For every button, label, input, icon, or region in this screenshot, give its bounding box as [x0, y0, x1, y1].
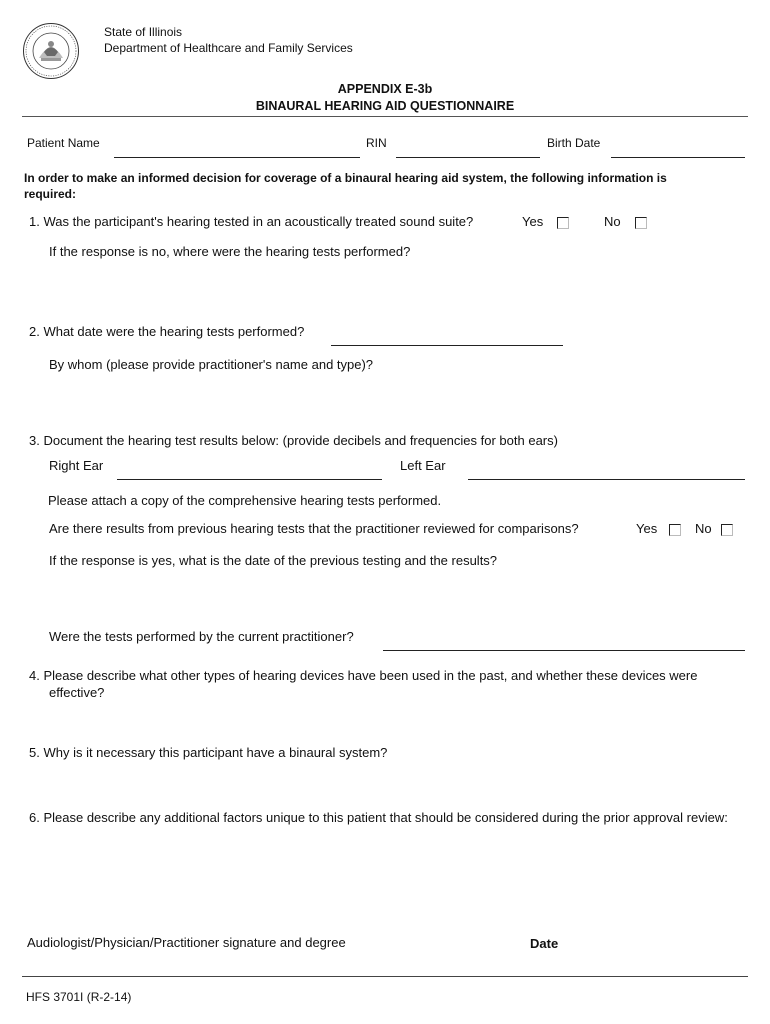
agency-state: State of Illinois	[104, 25, 183, 39]
q6-answer[interactable]	[49, 848, 743, 932]
q1-no-label: No	[604, 214, 621, 229]
q3-current-input[interactable]	[383, 633, 749, 651]
q2-practitioner-answer[interactable]	[49, 378, 743, 434]
q3-previous-followup: If the response is yes, what is the date of the previous testing and the results?	[49, 553, 498, 568]
q3-yes-checkbox[interactable]	[669, 524, 681, 536]
q1-location-answer[interactable]	[49, 264, 743, 320]
q5-answer[interactable]	[49, 765, 743, 807]
q3-previous-answer[interactable]	[49, 574, 743, 628]
q4-text: 4. Please describe what other types of hearing devices have been used in the past, and whether these devices were effective?	[29, 668, 698, 700]
illinois-state-seal	[22, 22, 80, 80]
q3-yes-label: Yes	[636, 521, 658, 536]
patient-name-label: Patient Name	[27, 136, 100, 150]
q1-yes-checkbox[interactable]	[557, 217, 569, 229]
q3-previous-question: Are there results from previous hearing tests that the practitioner reviewed for comparisons?	[49, 521, 579, 536]
left-ear-input[interactable]	[468, 462, 749, 480]
q1-text: 1. Was the participant's hearing tested in an acoustically treated sound suite?	[29, 214, 474, 229]
q2-date-input[interactable]	[331, 328, 567, 346]
rin-input[interactable]	[396, 140, 544, 158]
q6-text: 6. Please describe any additional factors unique to this patient that should be considered during the prior approval review:	[29, 810, 728, 825]
q3-no-label: No	[695, 521, 712, 536]
q3-text: 3. Document the hearing test results below: (provide decibels and frequencies for both ears)	[29, 433, 558, 448]
signature-date-input[interactable]	[530, 955, 744, 975]
right-ear-label: Right Ear	[49, 458, 104, 473]
q1-yes-label: Yes	[522, 214, 544, 229]
q3-attach-note: Please attach a copy of the comprehensive hearing tests performed.	[48, 493, 442, 508]
q1-no-checkbox[interactable]	[635, 217, 647, 229]
patient-name-input[interactable]	[114, 140, 364, 158]
birth-date-input[interactable]	[611, 140, 749, 158]
title-divider	[22, 116, 748, 117]
q2-followup: By whom (please provide practitioner's name and type)?	[49, 357, 374, 372]
signature-line	[22, 976, 748, 977]
q3-no-checkbox[interactable]	[721, 524, 733, 536]
form-number: HFS 3701I (R-2-14)	[26, 990, 132, 1004]
signature-input[interactable]	[27, 955, 511, 975]
agency-department: Department of Healthcare and Family Services	[104, 41, 353, 55]
q1-followup: If the response is no, where were the hearing tests performed?	[49, 244, 411, 259]
agency-block	[104, 24, 353, 56]
signature-date-label: Date	[530, 936, 559, 951]
form-title: BINAURAL HEARING AID QUESTIONNAIRE	[255, 99, 515, 113]
left-ear-label: Left Ear	[400, 458, 446, 473]
q3-current-question: Were the tests performed by the current practitioner?	[49, 629, 354, 644]
birth-date-label: Birth Date	[547, 136, 601, 150]
signature-label: Audiologist/Physician/Practitioner signature and degree	[27, 935, 346, 950]
q4-answer[interactable]	[49, 705, 743, 741]
q5-text: 5. Why is it necessary this participant have a binaural system?	[29, 745, 388, 760]
appendix-label: APPENDIX E-3b	[337, 82, 433, 96]
right-ear-input[interactable]	[117, 462, 386, 480]
rin-label: RIN	[366, 136, 387, 150]
q2-text: 2. What date were the hearing tests performed?	[29, 324, 305, 339]
intro-instructions: In order to make an informed decision for coverage of a binaural hearing aid system, the following information is required:	[24, 171, 667, 201]
